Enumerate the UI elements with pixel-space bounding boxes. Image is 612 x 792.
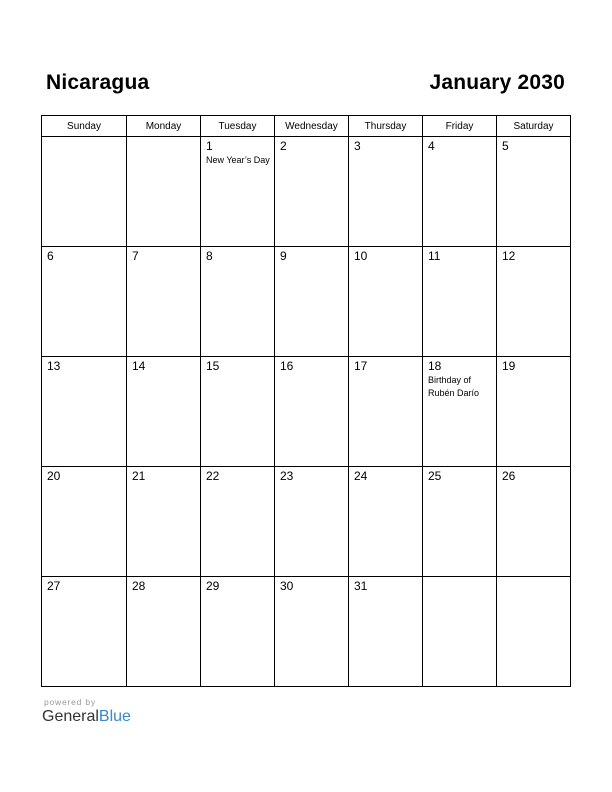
day-number: 19 (502, 359, 516, 373)
day-number (423, 577, 496, 580)
day-cell (275, 577, 349, 687)
day-cell (275, 467, 349, 577)
day-number: 10 (354, 249, 368, 263)
day-number: 6 (47, 249, 54, 263)
day-number: 8 (206, 249, 213, 263)
day-number: 17 (354, 359, 368, 373)
week-row (42, 137, 571, 247)
generalblue-logo[interactable] (42, 708, 131, 726)
day-cell (275, 137, 349, 247)
day-cell (201, 467, 275, 577)
day-number: 28 (132, 579, 146, 593)
day-number: 27 (47, 579, 61, 593)
day-number: 15 (206, 359, 220, 373)
day-cell (127, 137, 201, 247)
day-number: 5 (502, 139, 509, 153)
day-cell (275, 247, 349, 357)
day-number: 14 (132, 359, 146, 373)
weekday-wednesday: Wednesday (275, 116, 349, 137)
weekday-header-row (42, 116, 571, 137)
day-cell (497, 357, 571, 467)
day-cell (201, 137, 275, 247)
day-number: 3 (354, 139, 361, 153)
day-cell (423, 467, 497, 577)
day-cell (497, 467, 571, 577)
weekday-friday: Friday (423, 116, 497, 137)
day-number: 13 (47, 359, 61, 373)
day-cell (423, 137, 497, 247)
brand-blue: Blue (98, 708, 131, 725)
day-number: 21 (132, 469, 146, 483)
day-cell (275, 357, 349, 467)
week-row (42, 467, 571, 577)
day-cell (423, 247, 497, 357)
weekday-thursday: Thursday (349, 116, 423, 137)
day-number: 11 (428, 249, 441, 263)
weekday-sunday: Sunday (42, 116, 127, 137)
day-number: 9 (280, 249, 287, 263)
day-number: 16 (280, 359, 294, 373)
day-cell (42, 357, 127, 467)
day-number: 31 (354, 579, 368, 593)
day-cell (127, 577, 201, 687)
day-cell (201, 247, 275, 357)
day-cell (349, 467, 423, 577)
week-row (42, 357, 571, 467)
day-number: 12 (502, 249, 516, 263)
holiday-label: Birthday of Rubén Darío (428, 375, 480, 398)
day-number: 18 (428, 359, 442, 373)
day-number: 29 (206, 579, 220, 593)
day-number: 1 (206, 139, 213, 153)
day-cell (497, 577, 571, 687)
day-number (42, 137, 126, 140)
day-cell (201, 577, 275, 687)
holiday-label: New Year’s Day (206, 155, 270, 165)
day-cell (127, 247, 201, 357)
day-cell (349, 247, 423, 357)
month-year-title: January 2030 (429, 71, 565, 94)
day-number: 23 (280, 469, 294, 483)
day-cell (349, 577, 423, 687)
day-cell (42, 137, 127, 247)
calendar-grid (41, 115, 571, 687)
day-number (127, 137, 200, 140)
weekday-saturday: Saturday (497, 116, 571, 137)
day-cell (127, 357, 201, 467)
day-cell (497, 137, 571, 247)
day-number (497, 577, 570, 580)
brand-general: General (42, 708, 99, 725)
day-number: 4 (428, 139, 435, 153)
week-row (42, 247, 571, 357)
day-number: 22 (206, 469, 220, 483)
day-cell (423, 357, 497, 467)
day-number: 30 (280, 579, 294, 593)
day-number: 20 (47, 469, 61, 483)
day-number: 26 (502, 469, 516, 483)
weekday-monday: Monday (127, 116, 201, 137)
weekday-tuesday: Tuesday (201, 116, 275, 137)
country-title: Nicaragua (46, 71, 150, 94)
day-cell (497, 247, 571, 357)
day-cell (201, 357, 275, 467)
day-number: 24 (354, 469, 368, 483)
day-number: 2 (280, 139, 287, 153)
day-number: 7 (132, 249, 139, 263)
day-cell (42, 577, 127, 687)
day-cell (423, 577, 497, 687)
day-cell (127, 467, 201, 577)
powered-by-text: powered by (44, 697, 96, 707)
week-row (42, 577, 571, 687)
day-cell (349, 137, 423, 247)
day-number: 25 (428, 469, 442, 483)
day-cell (42, 467, 127, 577)
day-cell (42, 247, 127, 357)
day-cell (349, 357, 423, 467)
